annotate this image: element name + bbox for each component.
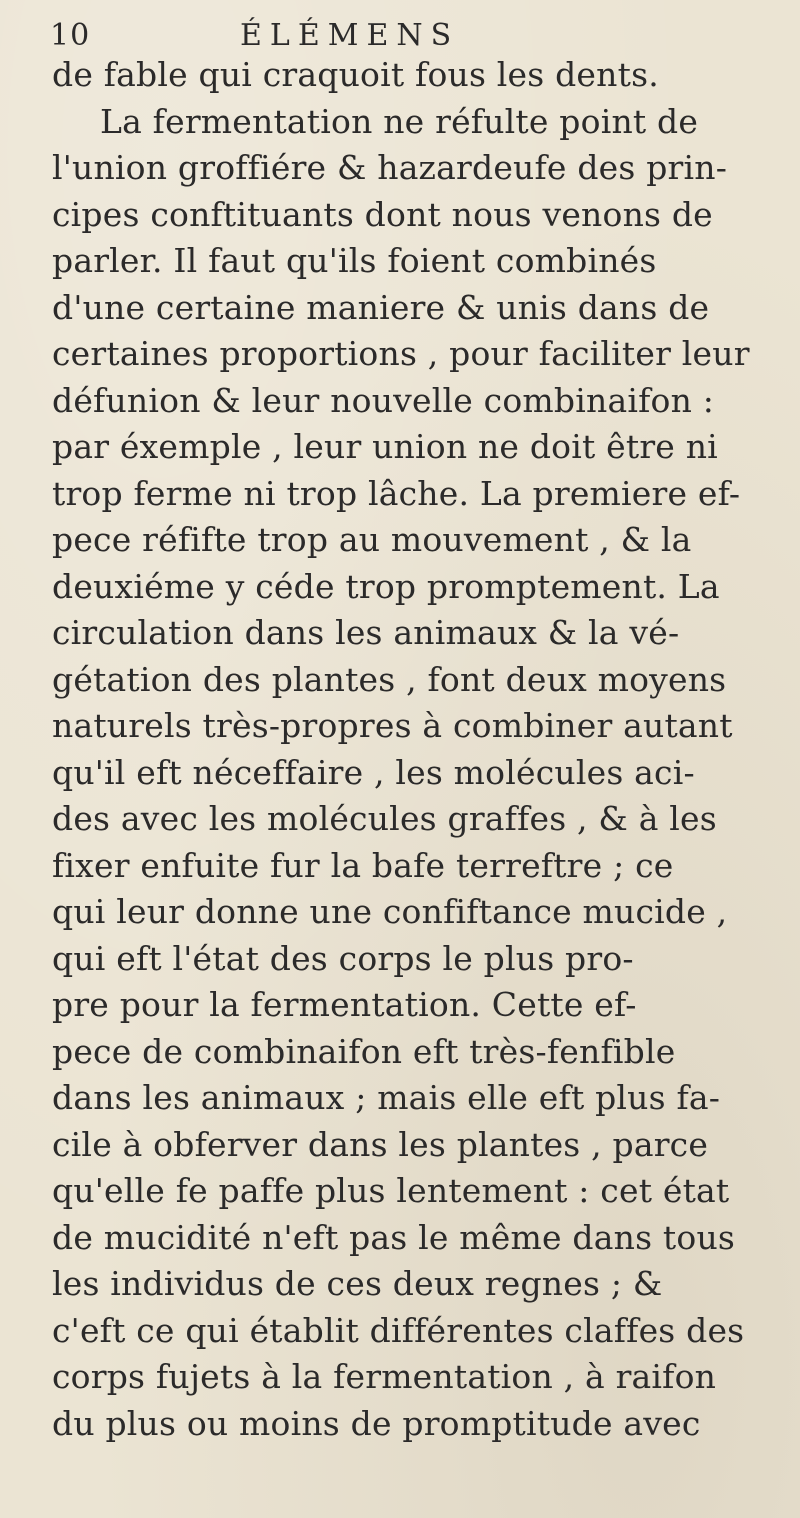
text-line: cile à obferver dans les plantes , parce bbox=[52, 1124, 709, 1164]
text-line: dans les animaux ; mais elle eft plus fa- bbox=[52, 1078, 721, 1117]
text-line: gétation des plantes , font deux moyens bbox=[52, 659, 727, 699]
text-line: de mucidité n'eft pas le même dans tous bbox=[52, 1217, 736, 1257]
text-line: parler. Il faut qu'ils foient combinés bbox=[52, 241, 657, 280]
text-line: fixer enfuite fur la bafe terreftre ; ce bbox=[52, 845, 674, 885]
text-line: qui leur donne une confiftance mucide , bbox=[52, 892, 728, 931]
text-line: pece de combinaifon eft très-fenfible bbox=[52, 1031, 676, 1071]
text-line: certaines proportions , pour faciliter leur bbox=[52, 334, 750, 373]
text-line: corps fujets à la fermentation , à raifon bbox=[52, 1357, 717, 1396]
text-line: pece réfifte trop au mouvement , & la bbox=[52, 520, 692, 559]
text-line: La fermentation ne réfulte point de bbox=[100, 101, 699, 141]
text-line: par éxemple , leur union ne doit être ni bbox=[52, 427, 718, 466]
body-text bbox=[52, 52, 764, 1447]
text-line: des avec les molécules graffes , & à les bbox=[52, 799, 717, 838]
page-number: 10 bbox=[50, 18, 91, 53]
text-line: du plus ou moins de promptitude avec bbox=[52, 1403, 701, 1443]
text-line: qu'elle fe paffe plus lentement : cet état bbox=[52, 1171, 730, 1210]
text-line: naturels très-propres à combiner autant bbox=[52, 706, 733, 745]
text-line: d'une certaine maniere & unis dans de bbox=[52, 287, 710, 327]
text-line: c'eft ce qui établit différentes claffes des bbox=[52, 1310, 745, 1350]
text-line: défunion & leur nouvelle combinaifon : bbox=[52, 380, 715, 420]
text-line: circulation dans les animaux & la vé- bbox=[52, 613, 680, 652]
text-line: qui eft l'état des corps le plus pro- bbox=[52, 938, 634, 978]
text-line: de fable qui craquoit fous les dents. bbox=[52, 55, 659, 94]
running-title: ÉLÉMENS bbox=[240, 18, 460, 53]
page-header bbox=[50, 18, 750, 54]
text-line: qu'il eft néceffaire , les molécules aci- bbox=[52, 752, 695, 792]
text-line: cipes conftituants dont nous venons de bbox=[52, 194, 713, 234]
text-line: deuxiéme y céde trop promptement. La bbox=[52, 566, 720, 606]
text-line: pre pour la fermentation. Cette ef- bbox=[52, 985, 637, 1024]
text-line: l'union groffiére & hazardeufe des prin- bbox=[52, 148, 728, 187]
text-line: les individus de ces deux regnes ; & bbox=[52, 1264, 663, 1303]
text-line: trop ferme ni trop lâche. La premiere ef- bbox=[52, 473, 741, 513]
